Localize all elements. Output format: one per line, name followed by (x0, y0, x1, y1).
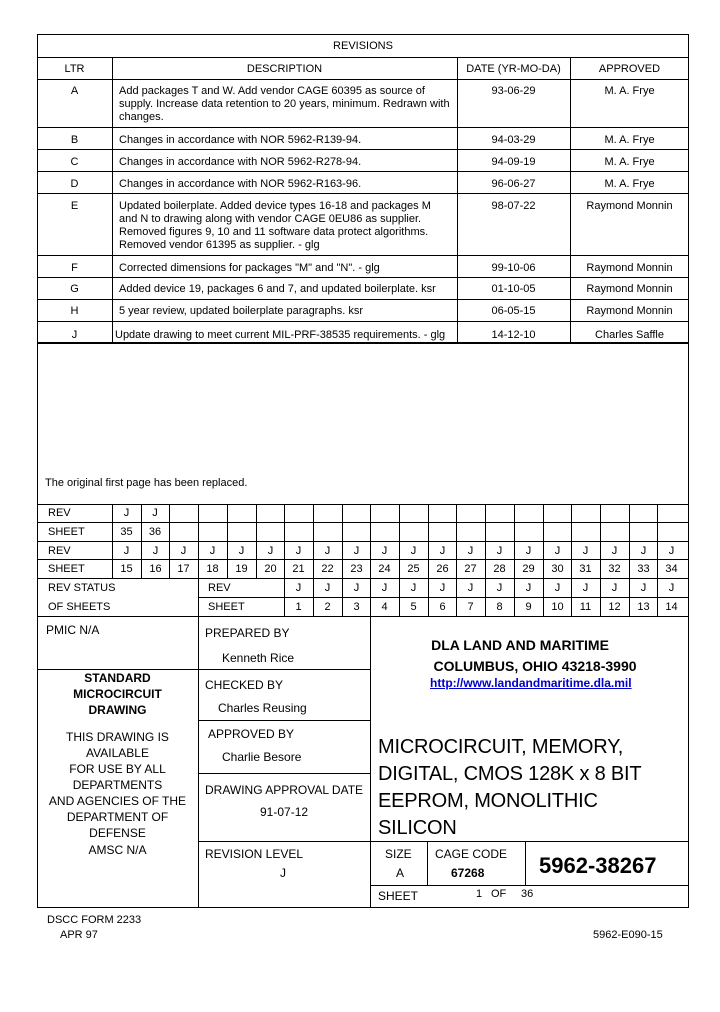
revision-description: Changes in accordance with NOR 5962-R139-94. (119, 134, 362, 146)
rev-cell: J (152, 545, 159, 557)
rev-cell: J (209, 545, 216, 557)
rev-cell: J (267, 545, 274, 557)
revision-ltr: D (70, 178, 79, 190)
revision-level: J (280, 866, 286, 880)
sheet-cell: 13 (637, 601, 650, 613)
revision-description: Updated boilerplate. Added device types 16-18 and packages M and N to drawing along with vendor CAGE 0EU86 as supplier. Removed figures 9, 10 and 11 software data protect algorithms. Removed vendor 61395 as supplier. - glg (119, 200, 431, 251)
revision-approver: M. A. Frye (604, 178, 655, 190)
rev-cell: J (668, 582, 675, 594)
sheet-label: SHEET (208, 601, 245, 613)
agency-address: COLUMBUS, OHIO 43218-3990 (433, 658, 637, 674)
rev-cell: J (525, 545, 532, 557)
rev-cell: J (640, 582, 647, 594)
sheet-label: SHEET (48, 526, 85, 538)
revision-approver: Raymond Monnin (586, 283, 673, 295)
revision-level-label: REVISION LEVEL (205, 847, 304, 861)
rev-cell: J (467, 545, 474, 557)
sheet-cell: 9 (525, 601, 532, 613)
revision-description: Add packages T and W. Add vendor CAGE 60395 as source of supply. Increase data retention to 20 years, minimum. Redrawn with changes. (119, 85, 450, 123)
rev-label: REV (208, 582, 231, 594)
revision-ltr: B (70, 134, 79, 146)
amsc-label: AMSC N/A (88, 843, 147, 857)
sheet-cell: 28 (493, 563, 506, 575)
sheet-cell: 4 (381, 601, 388, 613)
rev-cell: J (381, 545, 388, 557)
revision-description: Update drawing to meet current MIL-PRF-38535 requirements. - glg (115, 329, 446, 341)
sheet-cell: 10 (551, 601, 564, 613)
document-code: 5962-E090-15 (593, 929, 663, 941)
rev-cell: J (180, 545, 187, 557)
revision-date: 06-05-15 (491, 305, 536, 317)
revision-approver: Raymond Monnin (586, 305, 673, 317)
rev-cell: J (295, 545, 302, 557)
sheet-cell: 32 (608, 563, 621, 575)
rev-cell: J (439, 582, 446, 594)
revision-description: Changes in accordance with NOR 5962-R163-96. (119, 178, 362, 190)
rev-cell: J (152, 507, 158, 519)
rev-cell: J (668, 545, 675, 557)
revision-ltr: F (71, 262, 78, 274)
sheet-cell: 8 (496, 601, 503, 613)
sheet-cell: 19 (235, 563, 248, 575)
revision-date: 96-06-27 (491, 178, 536, 190)
rev-cell: J (410, 582, 417, 594)
sheet-cell: 17 (177, 563, 190, 575)
revision-ltr: J (71, 329, 78, 341)
approved-by-name: Charlie Besore (222, 750, 302, 764)
rev-cell: J (439, 545, 446, 557)
rev-cell: J (324, 545, 331, 557)
prepared-by-name: Kenneth Rice (222, 651, 295, 665)
rev-cell: J (525, 582, 532, 594)
rev-status-label: REV STATUS (48, 582, 116, 594)
form-number: DSCC FORM 2233 (47, 914, 142, 926)
sheet-cell: 3 (353, 601, 360, 613)
sheet-cell: 25 (407, 563, 420, 575)
header-approved: APPROVED (598, 63, 661, 75)
sheet-cell: 21 (292, 563, 305, 575)
rev-cell: J (238, 545, 245, 557)
revision-approver: M. A. Frye (604, 134, 655, 146)
revision-date: 99-10-06 (491, 262, 536, 274)
revision-date: 98-07-22 (491, 200, 536, 212)
rev-cell: J (381, 582, 388, 594)
revision-description: Changes in accordance with NOR 5962-R278-94. (119, 156, 362, 168)
sheet-of-label: OF (491, 888, 507, 900)
sheet-cell: 18 (206, 563, 219, 575)
sheet-number: 1 (476, 888, 483, 900)
cage-code-label: CAGE CODE (435, 847, 508, 861)
rev-cell: J (554, 582, 561, 594)
header-ltr: LTR (64, 63, 85, 75)
drawing-number: 5962-38267 (539, 853, 657, 878)
rev-cell: J (123, 507, 130, 519)
revision-date: 14-12-10 (491, 329, 536, 341)
rev-cell: J (496, 582, 503, 594)
revision-description: Added device 19, packages 6 and 7, and updated boilerplate. ksr (119, 283, 436, 295)
sheet-cell: 31 (579, 563, 592, 575)
sheet-cell: 23 (350, 563, 363, 575)
revision-ltr: C (70, 156, 79, 168)
pmic-label: PMIC N/A (46, 623, 100, 637)
header-description: DESCRIPTION (246, 63, 323, 75)
availability-note: THIS DRAWING IS AVAILABLE FOR USE BY ALL DEPARTMENTS AND AGENCIES OF THE DEPARTMENT OF DEFENSE (48, 730, 187, 840)
revision-date: 93-06-29 (491, 85, 536, 97)
sheet-total: 36 (521, 888, 534, 900)
revision-date: 01-10-05 (491, 283, 536, 295)
sheet-cell: 35 (120, 526, 133, 538)
sheet-cell: 6 (439, 601, 446, 613)
prepared-by-label: PREPARED BY (205, 626, 290, 640)
revision-approver: Raymond Monnin (586, 262, 673, 274)
approval-date: 91-07-12 (260, 805, 309, 819)
agency-website-link[interactable]: http://www.landandmaritime.dla.mil (430, 676, 632, 690)
sheet-cell: 7 (467, 601, 474, 613)
rev-cell: J (353, 582, 360, 594)
rev-cell: J (496, 545, 503, 557)
agency-name: DLA LAND AND MARITIME (431, 637, 609, 653)
revision-description: 5 year review, updated boilerplate paragraphs. ksr (119, 305, 363, 317)
sheet-cell: 27 (464, 563, 477, 575)
rev-label: REV (48, 507, 71, 519)
sheet-cell: 33 (637, 563, 650, 575)
sheet-cell: 2 (324, 601, 331, 613)
sheet-cell: 30 (551, 563, 564, 575)
standard-microcircuit-drawing: STANDARD MICROCIRCUIT DRAWING (73, 671, 162, 717)
header-date: DATE (YR-MO-DA) (466, 63, 561, 75)
rev-cell: J (324, 582, 331, 594)
sheet-cell: 16 (149, 563, 162, 575)
approved-by-label: APPROVED BY (208, 727, 295, 741)
size-value: A (396, 866, 405, 880)
rev-cell: J (582, 582, 589, 594)
size-label: SIZE (385, 847, 412, 861)
sheet-cell: 15 (120, 563, 133, 575)
revision-ltr: E (70, 200, 79, 212)
sheet-label: SHEET (48, 563, 85, 575)
revision-approver: Raymond Monnin (586, 200, 673, 212)
rev-cell: J (295, 582, 302, 594)
rev-cell: J (582, 545, 589, 557)
revision-description: Corrected dimensions for packages "M" and "N". - glg (119, 262, 380, 274)
sheet-cell: 26 (436, 563, 449, 575)
rev-cell: J (611, 582, 618, 594)
of-sheets-label: OF SHEETS (48, 601, 111, 613)
checked-by-name: Charles Reusing (218, 701, 307, 715)
revision-ltr: A (70, 85, 79, 97)
rev-cell: J (410, 545, 417, 557)
form-date: APR 97 (60, 929, 98, 941)
approval-date-label: DRAWING APPROVAL DATE (205, 783, 364, 797)
checked-by-label: CHECKED BY (205, 678, 284, 692)
sheet-cell: 5 (410, 601, 417, 613)
rev-cell: J (554, 545, 561, 557)
rev-label: REV (48, 545, 71, 557)
revisions-title: REVISIONS (333, 40, 393, 52)
sheet-cell: 1 (295, 601, 302, 613)
rev-cell: J (467, 582, 474, 594)
cage-code-value: 67268 (451, 866, 485, 880)
revision-date: 94-03-29 (491, 134, 536, 146)
sheet-cell: 20 (264, 563, 277, 575)
revision-approver: M. A. Frye (604, 156, 655, 168)
revision-ltr: G (70, 283, 79, 295)
sheet-cell: 36 (148, 526, 162, 538)
sheet-cell: 12 (608, 601, 621, 613)
revision-approver: Charles Saffle (595, 329, 664, 341)
sheet-cell: 34 (665, 563, 678, 575)
revision-ltr: H (70, 305, 79, 317)
drawing-title: MICROCIRCUIT, MEMORY, DIGITAL, CMOS 128K x 8 BIT EEPROM, MONOLITHIC SILICON (378, 736, 642, 839)
rev-cell: J (353, 545, 360, 557)
sheet-cell: 11 (579, 601, 592, 613)
sheet-cell: 24 (378, 563, 391, 575)
rev-cell: J (123, 545, 130, 557)
revision-approver: M. A. Frye (604, 85, 655, 97)
revision-date: 94-09-19 (491, 156, 536, 168)
replacement-note: The original first page has been replaced. (45, 477, 248, 489)
rev-cell: J (611, 545, 618, 557)
sheet-cell: 29 (522, 563, 535, 575)
rev-cell: J (640, 545, 647, 557)
sheet-label: SHEET (378, 889, 419, 903)
sheet-cell: 22 (321, 563, 334, 575)
sheet-cell: 14 (665, 601, 678, 613)
